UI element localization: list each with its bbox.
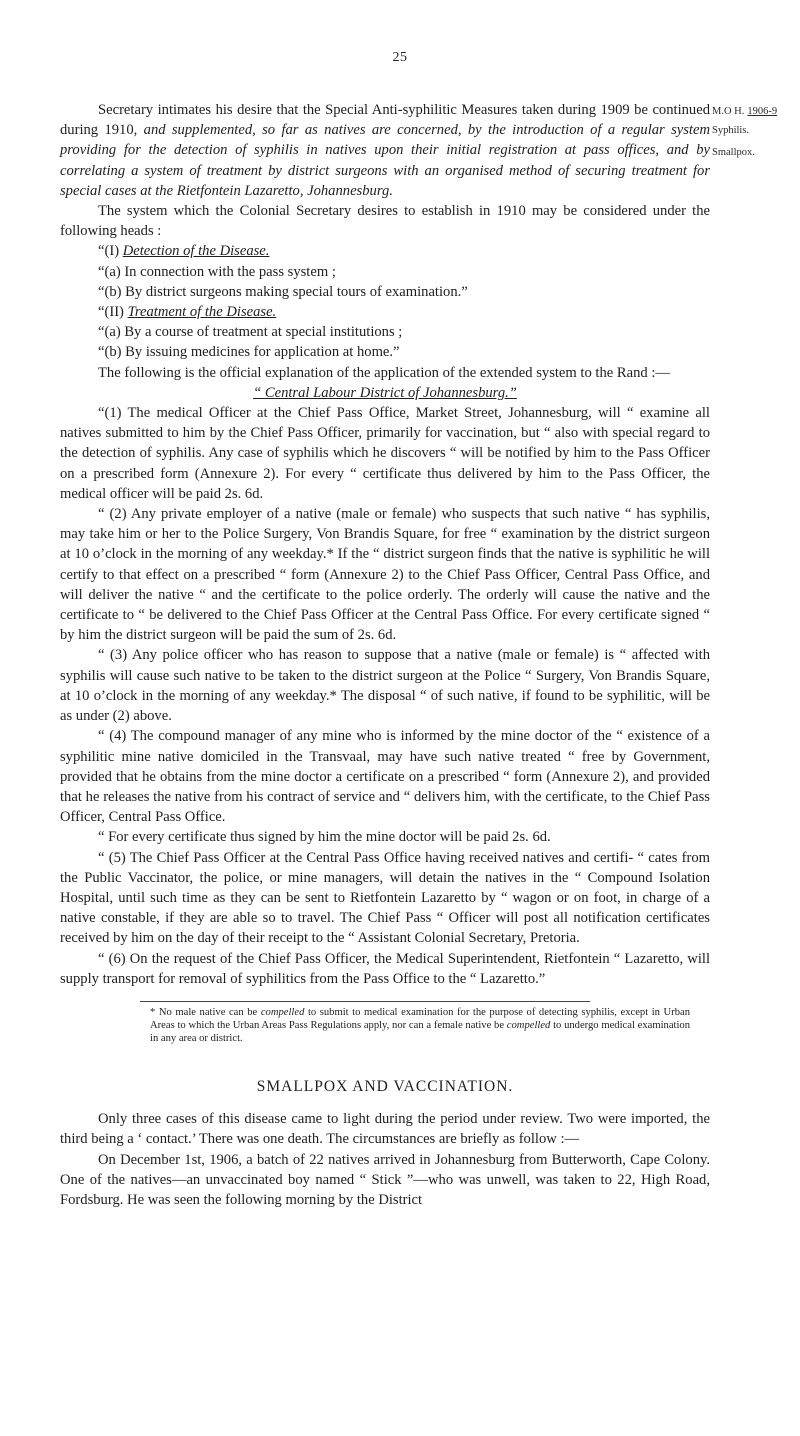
footnote: [60, 1006, 710, 1045]
page-number: 25: [392, 50, 408, 65]
margin-note-year: 1906-9: [747, 106, 778, 117]
smallpox-paragraph-2: On December 1st, 1906, a batch of 22 natives arrived in Johannesburg from Butterworth, Cape Colony. One of the natives—an unvaccinated boy named “ Stick ”—who was unwell, was taken to 22, High Road, Fordsburg. He was seen the following morning by the District: [60, 1151, 710, 1208]
quote-4: “ (4) The compound manager of any mine who is informed by the mine doctor of the “ existence of a syphilitic mine native domiciled in the Transvaal, may have such native treated “ free by Government, provided that he obtains from the mine doctor a certificate on a prescribed “ form (Annexure 2), and provided that he releases the native from his contract of service and “ delivers him, with the certificate, to the Chief Pass Officer, Central Pass Office.: [60, 728, 710, 826]
intro-text: Secretary intimates his desire that the Special Anti-syphilitic Measures taken during 1909 be continued during 1910,: [60, 102, 710, 139]
quote-6: “ (6) On the request of the Chief Pass Officer, the Medical Superintendent, Rietfontein “ Lazaretto, will supply transport for removal of syphilitics from the Pass Office to the “ Lazaretto.”: [60, 950, 710, 987]
footnote-text: * No male native can be: [150, 1006, 261, 1018]
heading-number: “(I): [98, 243, 123, 260]
quote-5: “ (5) The Chief Pass Officer at the Central Pass Office having received natives and certifi- “ cates from the Public Vaccinator, the police, or mine managers, will detain the natives in the “ Compound Isolation Hospital, until such time as they can be sent to Rietfontein Lazaretto by “ wagon or on foot, in charge of a native constable, if they are able so to travel. The Chief Pass “ Officer will post all notification certificates received by him on the day of their receipt to the “ Assistant Colonial Secretary, Pretoria.: [60, 849, 710, 947]
footnote-text: to submit to medical examination for the purpose of detecting syphilis, except in Urban Areas to which the Urban Areas Pass Regulations apply, nor can a female native be: [150, 1006, 690, 1031]
heading-text: Treatment of the Disease.: [127, 304, 277, 321]
central-labour-heading: “ Central Labour District of Johannesburg.”: [253, 384, 517, 401]
footnote-text: to undergo medical examination in any area or district.: [150, 1019, 690, 1044]
margin-note-syphilis: Syphilis.: [712, 125, 750, 136]
detection-item-a: “(a) In connection with the pass system ;: [98, 263, 336, 280]
heading-number: “(II): [98, 304, 128, 321]
heading-detection: [60, 241, 710, 261]
intro-paragraph: [60, 100, 710, 201]
quote-2: “ (2) Any private employer of a native (male or female) who suspects that such native “ has syphilis, may take him or her to the Police Surgery, Von Brandis Square, for free “ examination by the district surgeon at 10 o’clock in the morning of any weekday.* If the “ district surgeon finds that the native is syphilitic he will certify to that effect on a prescribed “ form (Annexure 2) to the Chief Pass Officer, Central Pass Office, and will deliver the native “ and the certificate to the police orderly. The orderly will cause the native and the certificate to “ be delivered to the Chief Pass Officer at the Central Pass Office. For every certificate signed “ by him the district surgeon will be paid the sum of 2s. 6d.: [60, 506, 710, 644]
system-paragraph: The system which the Colonial Secretary desires to establish in 1910 may be considered under the following heads :: [60, 203, 710, 240]
smallpox-paragraph-1: Only three cases of this disease came to light during the period under review. Two were imported, the third being a ‘ contact.’ There was one death. The circumstances are briefly as follow :—: [60, 1111, 710, 1148]
heading-text: Detection of the Disease.: [122, 243, 270, 260]
treatment-item-a: “(a) By a course of treatment at special institutions ;: [98, 324, 403, 341]
footnote-emphasis: compelled: [506, 1019, 551, 1031]
quote-3: “ (3) Any police officer who has reason to suppose that a native (male or female) is “ affected with syphilis will cause such native to be taken to the district surgeon at the Police “ Surgery, Von Brandis Square, at 10 o’clock in the morning of any weekday.* The disposal “ of such native, if found to be syphilitic, will be as under (2) above.: [60, 647, 710, 725]
section-title-smallpox: SMALLPOX AND VACCINATION.: [256, 1077, 514, 1095]
rand-paragraph: The following is the official explanation of the application of the extended system to the Rand :—: [98, 364, 670, 381]
quote-1: “(1) The medical Officer at the Chief Pass Office, Market Street, Johannesburg, will “ examine all natives submitted to him by the Chief Pass Officer, primarily for vaccination, but “ also with special regard to the detection of syphilis. Any case of syphilis which he discovers “ will be notified by him to the Pass Officer on a prescribed form (Annexure 2). For every “ certificate thus delivered by him to the Pass Officer, the medical officer will be paid 2s. 6d.: [60, 405, 710, 502]
margin-note-smallpox: Smallpox.: [712, 147, 755, 158]
treatment-item-b: “(b) By issuing medicines for application at home.”: [98, 344, 400, 361]
detection-item-b: “(b) By district surgeons making special tours of examination.”: [98, 283, 468, 300]
margin-note-moh: [712, 104, 800, 119]
document-body: [60, 100, 710, 1210]
footnote-divider: [140, 1001, 590, 1002]
footnote-emphasis: compelled: [260, 1006, 305, 1018]
margin-note-label: M.O H.: [712, 106, 745, 117]
heading-treatment: [60, 302, 710, 322]
quote-4b: “ For every certificate thus signed by him the mine doctor will be paid 2s. 6d.: [98, 829, 551, 846]
intro-italic-text: and supplemented, so far as natives are concerned, by the introduction of a regular system providing for the detection of syphilis in natives upon their initial registration at pass offices, and by correlating a system of treatment by district surgeons with an organised method of securing treatment for special cases at the Rietfontein Lazaretto, Johannesburg.: [60, 122, 710, 199]
